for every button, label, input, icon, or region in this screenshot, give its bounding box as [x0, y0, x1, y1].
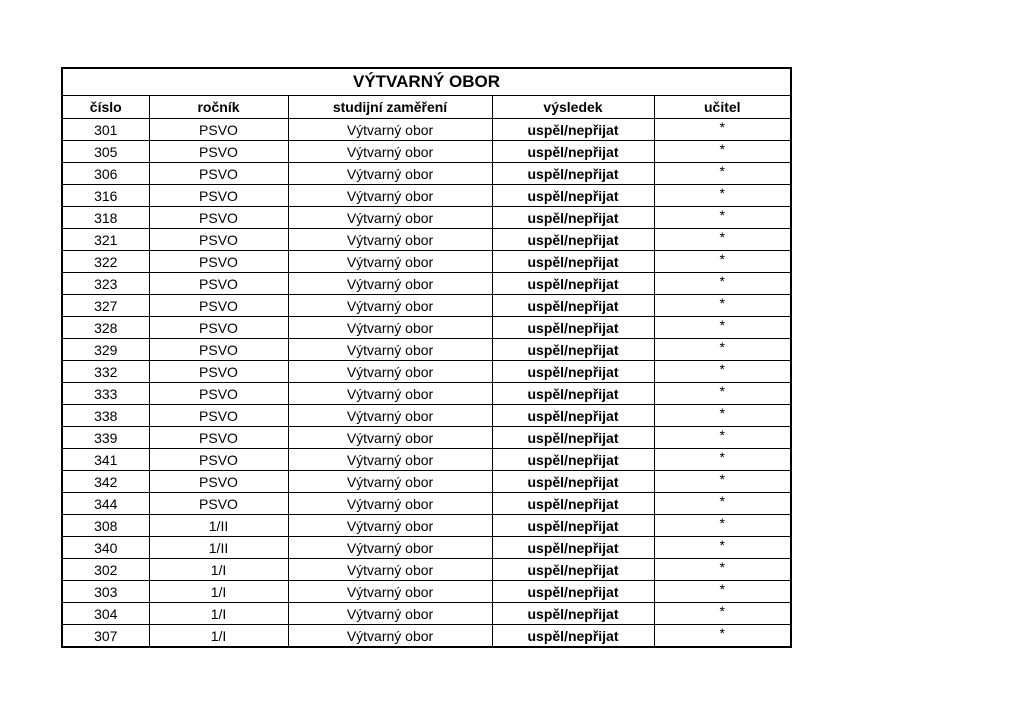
cell-cislo: 304 [62, 603, 149, 625]
cell-vysledek: uspěl/nepřijat [492, 559, 654, 581]
cell-ucitel: * [654, 625, 791, 648]
cell-rocnik: PSVO [149, 295, 288, 317]
cell-ucitel: * [654, 361, 791, 383]
cell-cislo: 301 [62, 119, 149, 141]
cell-ucitel: * [654, 405, 791, 427]
cell-vysledek: uspěl/nepřijat [492, 339, 654, 361]
table-row [62, 339, 791, 361]
cell-cislo: 307 [62, 625, 149, 648]
table-row [62, 207, 791, 229]
cell-studijni-zamereni: Výtvarný obor [288, 207, 492, 229]
cell-studijni-zamereni: Výtvarný obor [288, 471, 492, 493]
table-row [62, 185, 791, 207]
cell-vysledek: uspěl/nepřijat [492, 119, 654, 141]
table-row [62, 581, 791, 603]
cell-cislo: 303 [62, 581, 149, 603]
table-title-row [62, 68, 791, 96]
cell-ucitel: * [654, 251, 791, 273]
cell-vysledek: uspěl/nepřijat [492, 185, 654, 207]
cell-ucitel: * [654, 339, 791, 361]
cell-cislo: 341 [62, 449, 149, 471]
cell-cislo: 321 [62, 229, 149, 251]
cell-cislo: 344 [62, 493, 149, 515]
cell-ucitel: * [654, 581, 791, 603]
table-row [62, 471, 791, 493]
cell-cislo: 305 [62, 141, 149, 163]
cell-vysledek: uspěl/nepřijat [492, 251, 654, 273]
cell-studijni-zamereni: Výtvarný obor [288, 163, 492, 185]
cell-rocnik: PSVO [149, 163, 288, 185]
cell-studijni-zamereni: Výtvarný obor [288, 361, 492, 383]
cell-vysledek: uspěl/nepřijat [492, 449, 654, 471]
cell-studijni-zamereni: Výtvarný obor [288, 229, 492, 251]
table-row [62, 603, 791, 625]
cell-studijni-zamereni: Výtvarný obor [288, 339, 492, 361]
cell-ucitel: * [654, 163, 791, 185]
table-row [62, 559, 791, 581]
cell-rocnik: PSVO [149, 383, 288, 405]
cell-ucitel: * [654, 471, 791, 493]
cell-studijni-zamereni: Výtvarný obor [288, 119, 492, 141]
cell-cislo: 318 [62, 207, 149, 229]
table-row [62, 163, 791, 185]
cell-studijni-zamereni: Výtvarný obor [288, 625, 492, 648]
cell-cislo: 322 [62, 251, 149, 273]
table-row [62, 119, 791, 141]
cell-ucitel: * [654, 185, 791, 207]
cell-vysledek: uspěl/nepřijat [492, 317, 654, 339]
cell-studijni-zamereni: Výtvarný obor [288, 493, 492, 515]
table-row [62, 537, 791, 559]
cell-ucitel: * [654, 427, 791, 449]
cell-studijni-zamereni: Výtvarný obor [288, 185, 492, 207]
cell-rocnik: PSVO [149, 405, 288, 427]
cell-rocnik: PSVO [149, 471, 288, 493]
table-row [62, 251, 791, 273]
cell-vysledek: uspěl/nepřijat [492, 537, 654, 559]
cell-studijni-zamereni: Výtvarný obor [288, 317, 492, 339]
cell-rocnik: 1/I [149, 603, 288, 625]
cell-vysledek: uspěl/nepřijat [492, 625, 654, 648]
cell-vysledek: uspěl/nepřijat [492, 515, 654, 537]
header-studijni-zamereni: studijní zaměření [288, 96, 492, 119]
cell-ucitel: * [654, 141, 791, 163]
cell-vysledek: uspěl/nepřijat [492, 207, 654, 229]
cell-studijni-zamereni: Výtvarný obor [288, 603, 492, 625]
cell-ucitel: * [654, 295, 791, 317]
cell-rocnik: PSVO [149, 317, 288, 339]
table-row [62, 625, 791, 648]
table-header-row [62, 96, 791, 119]
cell-vysledek: uspěl/nepřijat [492, 295, 654, 317]
cell-rocnik: PSVO [149, 493, 288, 515]
cell-ucitel: * [654, 207, 791, 229]
table-row [62, 295, 791, 317]
cell-ucitel: * [654, 383, 791, 405]
cell-cislo: 306 [62, 163, 149, 185]
table-row [62, 229, 791, 251]
table-row [62, 427, 791, 449]
cell-ucitel: * [654, 493, 791, 515]
table-row [62, 515, 791, 537]
cell-cislo: 328 [62, 317, 149, 339]
cell-studijni-zamereni: Výtvarný obor [288, 405, 492, 427]
cell-cislo: 342 [62, 471, 149, 493]
cell-vysledek: uspěl/nepřijat [492, 273, 654, 295]
cell-rocnik: PSVO [149, 141, 288, 163]
cell-rocnik: PSVO [149, 207, 288, 229]
cell-vysledek: uspěl/nepřijat [492, 493, 654, 515]
cell-studijni-zamereni: Výtvarný obor [288, 559, 492, 581]
header-ucitel: učitel [654, 96, 791, 119]
table-row [62, 383, 791, 405]
cell-ucitel: * [654, 119, 791, 141]
cell-cislo: 327 [62, 295, 149, 317]
cell-cislo: 339 [62, 427, 149, 449]
cell-rocnik: PSVO [149, 273, 288, 295]
cell-rocnik: 1/I [149, 581, 288, 603]
cell-rocnik: 1/II [149, 537, 288, 559]
cell-cislo: 340 [62, 537, 149, 559]
cell-studijni-zamereni: Výtvarný obor [288, 273, 492, 295]
table-row [62, 449, 791, 471]
table-row [62, 493, 791, 515]
cell-studijni-zamereni: Výtvarný obor [288, 537, 492, 559]
cell-ucitel: * [654, 317, 791, 339]
cell-rocnik: 1/II [149, 515, 288, 537]
header-cislo: číslo [62, 96, 149, 119]
table-title: VÝTVARNÝ OBOR [62, 68, 791, 96]
cell-studijni-zamereni: Výtvarný obor [288, 427, 492, 449]
cell-ucitel: * [654, 229, 791, 251]
cell-rocnik: PSVO [149, 427, 288, 449]
cell-ucitel: * [654, 537, 791, 559]
cell-cislo: 308 [62, 515, 149, 537]
cell-rocnik: PSVO [149, 251, 288, 273]
cell-ucitel: * [654, 515, 791, 537]
cell-rocnik: 1/I [149, 625, 288, 648]
cell-studijni-zamereni: Výtvarný obor [288, 295, 492, 317]
cell-cislo: 333 [62, 383, 149, 405]
cell-cislo: 332 [62, 361, 149, 383]
cell-studijni-zamereni: Výtvarný obor [288, 515, 492, 537]
cell-rocnik: PSVO [149, 449, 288, 471]
cell-ucitel: * [654, 559, 791, 581]
cell-cislo: 316 [62, 185, 149, 207]
cell-studijni-zamereni: Výtvarný obor [288, 141, 492, 163]
cell-rocnik: 1/I [149, 559, 288, 581]
cell-cislo: 329 [62, 339, 149, 361]
cell-ucitel: * [654, 603, 791, 625]
cell-rocnik: PSVO [149, 339, 288, 361]
cell-vysledek: uspěl/nepřijat [492, 383, 654, 405]
cell-vysledek: uspěl/nepřijat [492, 405, 654, 427]
cell-cislo: 323 [62, 273, 149, 295]
cell-rocnik: PSVO [149, 229, 288, 251]
table-body [62, 119, 791, 648]
cell-studijni-zamereni: Výtvarný obor [288, 449, 492, 471]
cell-vysledek: uspěl/nepřijat [492, 361, 654, 383]
results-sheet [61, 67, 792, 648]
cell-vysledek: uspěl/nepřijat [492, 603, 654, 625]
cell-ucitel: * [654, 273, 791, 295]
cell-vysledek: uspěl/nepřijat [492, 229, 654, 251]
header-rocnik: ročník [149, 96, 288, 119]
cell-vysledek: uspěl/nepřijat [492, 141, 654, 163]
cell-studijni-zamereni: Výtvarný obor [288, 383, 492, 405]
cell-cislo: 302 [62, 559, 149, 581]
results-table [61, 67, 792, 648]
cell-ucitel: * [654, 449, 791, 471]
cell-rocnik: PSVO [149, 361, 288, 383]
table-row [62, 317, 791, 339]
cell-studijni-zamereni: Výtvarný obor [288, 251, 492, 273]
cell-vysledek: uspěl/nepřijat [492, 427, 654, 449]
cell-vysledek: uspěl/nepřijat [492, 471, 654, 493]
table-row [62, 141, 791, 163]
table-row [62, 405, 791, 427]
cell-rocnik: PSVO [149, 119, 288, 141]
table-row [62, 361, 791, 383]
table-row [62, 273, 791, 295]
cell-cislo: 338 [62, 405, 149, 427]
cell-vysledek: uspěl/nepřijat [492, 163, 654, 185]
header-vysledek: výsledek [492, 96, 654, 119]
cell-vysledek: uspěl/nepřijat [492, 581, 654, 603]
cell-studijni-zamereni: Výtvarný obor [288, 581, 492, 603]
cell-rocnik: PSVO [149, 185, 288, 207]
